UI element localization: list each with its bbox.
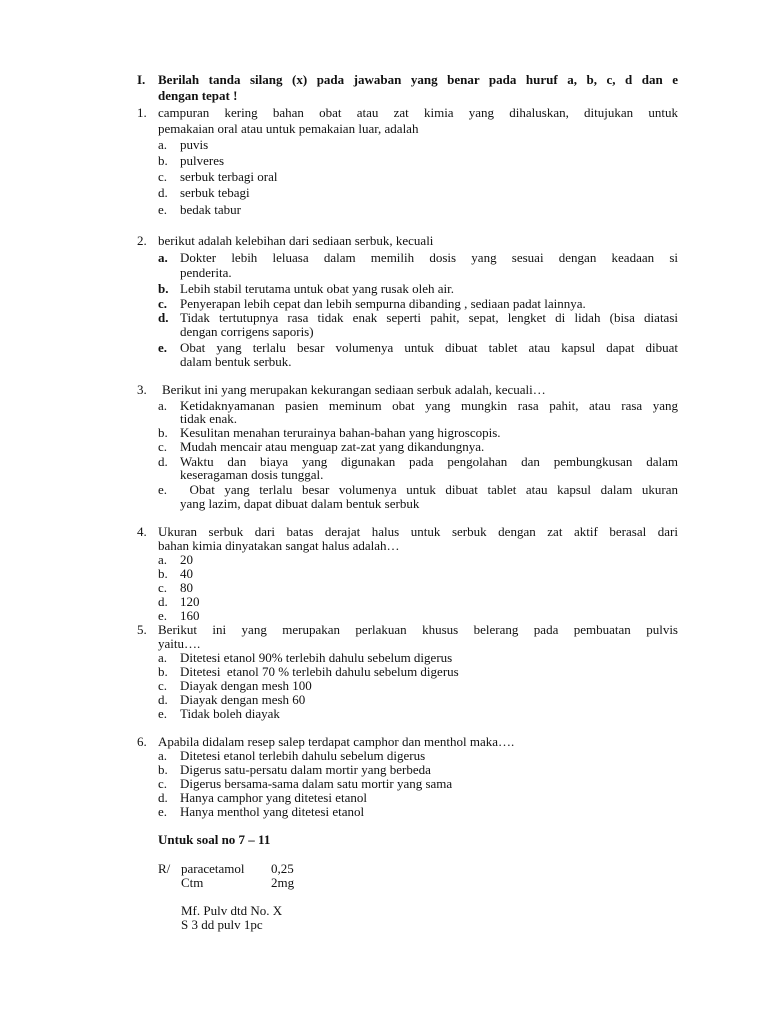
question-1-number: 1. [137, 105, 147, 120]
q1-option-letter: d. [158, 185, 168, 200]
q3-option-letter: a. [158, 398, 168, 413]
q2-option-d: Tidak tertutupnya rasa tidak enak seperti pahit, sepat, lengket di lidah (bisa diatasi [180, 310, 678, 325]
q5-option-letter: d. [158, 692, 168, 707]
recipe-item-2-name: Ctm [181, 875, 204, 890]
question-3-text: Berikut ini yang merupakan kekurangan sediaan serbuk adalah, kecuali… [162, 382, 546, 397]
q6-option-letter: a. [158, 748, 168, 763]
question-6-number: 6. [137, 734, 147, 749]
q3-option-d: Waktu dan biaya yang digunakan pada pengolahan dan pembungkusan dalam [180, 454, 678, 469]
question-4-text-cont: bahan kimia dinyatakan sangat halus adalah… [158, 538, 400, 553]
q5-option-b: Ditetesi etanol 70 % terlebih dahulu sebelum digerus [180, 664, 459, 679]
instruction-line-1: Berilah tanda silang (x) pada jawaban yang benar pada huruf a, b, c, d dan e [158, 72, 678, 87]
question-4-text: Ukuran serbuk dari batas derajat halus untuk serbuk dengan zat aktif berasal dari [158, 524, 678, 539]
q2-option-b: Lebih stabil terutama untuk obat yang rusak oleh air. [180, 281, 455, 296]
question-5-number: 5. [137, 622, 147, 637]
question-5-text: Berikut ini yang merupakan perlakuan khusus belerang pada pembuatan pulvis [158, 622, 678, 637]
q6-option-e: Hanya menthol yang ditetesi etanol [180, 804, 365, 819]
q2-option-letter: a. [158, 250, 168, 265]
recipe-item-1-qty: 0,25 [271, 861, 294, 876]
q3-option-letter: e. [158, 482, 168, 497]
q5-option-letter: b. [158, 664, 168, 679]
q1-option-letter: b. [158, 153, 168, 168]
q3-option-letter: d. [158, 454, 168, 469]
q3-option-letter: c. [158, 439, 168, 454]
recipe-signa-line: S 3 dd pulv 1pc [181, 917, 263, 932]
question-6-text: Apabila didalam resep salep terdapat camphor dan menthol maka…. [158, 734, 515, 749]
q2-option-a: Dokter lebih leluasa dalam memilih dosis yang sesuai dengan keadaan si [180, 250, 678, 265]
q2-option-letter: d. [158, 310, 169, 325]
q1-option-e: bedak tabur [180, 202, 242, 217]
recipe-item-2-qty: 2mg [271, 875, 295, 890]
q1-option-letter: e. [158, 202, 168, 217]
question-3-number: 3. [137, 382, 147, 397]
q2-option-letter: b. [158, 281, 169, 296]
q4-option-letter: e. [158, 608, 168, 623]
q6-option-letter: c. [158, 776, 168, 791]
recipe-item-1-name: paracetamol [181, 861, 245, 876]
q4-option-b: 40 [180, 566, 193, 581]
q6-option-letter: b. [158, 762, 168, 777]
q2-option-e: Obat yang terlalu besar volumenya untuk dibuat tablet atau kapsul dapat dibuat [180, 340, 678, 355]
q5-option-letter: c. [158, 678, 168, 693]
q4-option-letter: d. [158, 594, 168, 609]
q6-option-d: Hanya camphor yang ditetesi etanol [180, 790, 367, 805]
q2-option-a-cont: penderita. [180, 265, 232, 280]
q6-option-a: Ditetesi etanol terlebih dahulu sebelum digerus [180, 748, 426, 763]
q6-option-c: Digerus bersama-sama dalam satu mortir yang sama [180, 776, 453, 791]
q4-option-letter: b. [158, 566, 168, 581]
question-1-text-cont: pemakaian oral atau untuk pemakaian luar, adalah [158, 121, 419, 136]
q5-option-c: Diayak dengan mesh 100 [180, 678, 312, 693]
section-heading: Untuk soal no 7 – 11 [158, 832, 271, 847]
question-2-text: berikut adalah kelebihan dari sediaan serbuk, kecuali [158, 233, 434, 248]
q3-option-e: Obat yang terlalu besar volumenya untuk dibuat tablet atau kapsul dalam ukuran [180, 482, 678, 497]
instruction-line-2: dengan tepat ! [158, 88, 238, 103]
question-1-text: campuran kering bahan obat atau zat kimia yang dihaluskan, ditujukan untuk [158, 105, 678, 120]
question-4-number: 4. [137, 524, 147, 539]
q3-option-e-cont: yang lazim, dapat dibuat dalam bentuk serbuk [180, 496, 420, 511]
q3-option-a: Ketidaknyamanan pasien meminum obat yang mungkin rasa pahit, atau rasa yang [180, 398, 678, 413]
q3-option-a-cont: tidak enak. [180, 411, 238, 426]
q2-option-e-cont: dalam bentuk serbuk. [180, 354, 292, 369]
q4-option-letter: a. [158, 552, 168, 567]
q2-option-d-cont: dengan corrigens saporis) [180, 324, 314, 339]
q5-option-a: Ditetesi etanol 90% terlebih dahulu sebelum digerus [180, 650, 453, 665]
q4-option-e: 160 [180, 608, 200, 623]
q4-option-c: 80 [180, 580, 193, 595]
recipe-mf-line: Mf. Pulv dtd No. X [181, 903, 283, 918]
q1-option-letter: c. [158, 169, 168, 184]
q4-option-letter: c. [158, 580, 168, 595]
q2-option-c: Penyerapan lebih cepat dan lebih sempurna dibanding , sediaan padat lainnya. [180, 296, 586, 311]
q3-option-c: Mudah mencair atau menguap zat-zat yang dikandungnya. [180, 439, 485, 454]
q1-option-c: serbuk terbagi oral [180, 169, 278, 184]
q6-option-letter: e. [158, 804, 168, 819]
q1-option-a: puvis [180, 137, 209, 152]
q4-option-d: 120 [180, 594, 200, 609]
question-5-text-cont: yaitu…. [158, 636, 201, 651]
q2-option-letter: e. [158, 340, 168, 355]
instruction-number: I. [137, 72, 146, 87]
q1-option-b: pulveres [180, 153, 225, 168]
q3-option-letter: b. [158, 425, 168, 440]
q6-option-letter: d. [158, 790, 168, 805]
question-2-number: 2. [137, 233, 147, 248]
q1-option-d: serbuk tebagi [180, 185, 250, 200]
q3-option-b: Kesulitan menahan terurainya bahan-bahan yang higroscopis. [180, 425, 501, 440]
q1-option-letter: a. [158, 137, 168, 152]
q6-option-b: Digerus satu-persatu dalam mortir yang berbeda [180, 762, 431, 777]
q5-option-e: Tidak boleh diayak [180, 706, 280, 721]
q5-option-d: Diayak dengan mesh 60 [180, 692, 306, 707]
q5-option-letter: e. [158, 706, 168, 721]
recipe-prefix: R/ [158, 861, 171, 876]
q5-option-letter: a. [158, 650, 168, 665]
q2-option-letter: c. [158, 296, 168, 311]
q3-option-d-cont: keseragaman dosis tunggal. [180, 467, 324, 482]
q4-option-a: 20 [180, 552, 193, 567]
